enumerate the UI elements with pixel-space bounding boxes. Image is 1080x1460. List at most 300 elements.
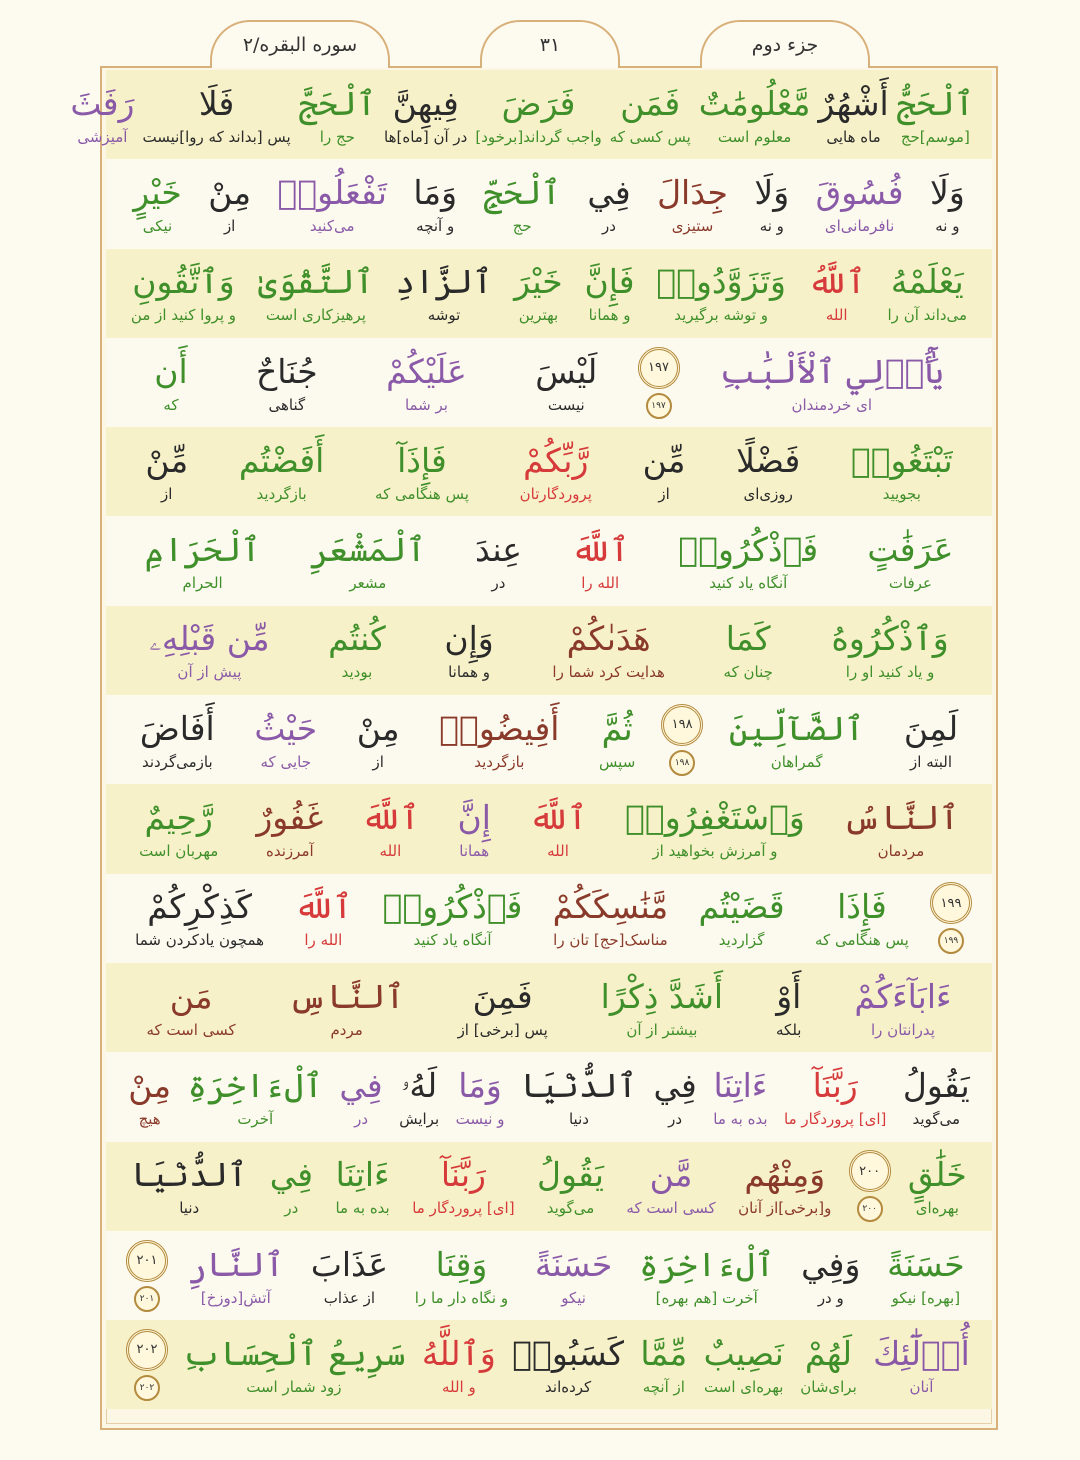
persian-translation: پس کسی که <box>609 127 691 146</box>
ayah-number-small-icon: ۱۹۹ <box>938 928 964 954</box>
persian-translation: همچون یادکردن شما <box>135 931 265 950</box>
verse-row <box>106 874 992 963</box>
persian-translation: زود شمار است <box>246 1377 342 1396</box>
arabic-word: أَشْهُرٌ <box>818 83 889 123</box>
persian-translation: کرده‌اند <box>545 1377 592 1396</box>
arabic-word: يَٰٓأُو۟لِي ٱلْأَلْبَٰبِ <box>719 351 944 391</box>
word-cell <box>120 874 279 963</box>
arabic-word: لَهُمْ <box>804 1333 853 1373</box>
persian-translation: گزاردید <box>718 931 765 950</box>
persian-translation: بهترین <box>518 306 559 325</box>
word-cell <box>431 963 574 1052</box>
persian-translation: معلوم است <box>717 127 792 146</box>
word-cell <box>120 338 222 427</box>
arabic-word: فِي <box>587 172 631 212</box>
word-cell <box>368 874 538 963</box>
arabic-word: فَرَضَ <box>501 83 576 123</box>
persian-translation: می‌گوید <box>546 1199 595 1218</box>
persian-translation: آنگاه یاد کنید <box>709 574 788 593</box>
ayah-number-icon: ۲۰۲ <box>126 1329 168 1371</box>
word-cell <box>450 516 546 605</box>
persian-translation: حج را <box>319 127 355 146</box>
persian-translation: الله <box>379 842 402 861</box>
persian-translation: بهره‌ای <box>915 1199 959 1218</box>
arabic-word: وَقِنَا <box>435 1244 488 1284</box>
persian-translation: پس [برخی] از <box>457 1020 548 1039</box>
arabic-word: فَإِذَآ <box>397 440 447 480</box>
arabic-word: كُنتُم <box>328 619 386 659</box>
word-cell <box>237 784 342 873</box>
arabic-word: ءَاتِنَا <box>713 1065 768 1105</box>
persian-translation: هیچ <box>138 1109 161 1128</box>
arabic-word: ثُمَّ <box>601 708 633 748</box>
word-cell <box>802 159 916 248</box>
arabic-word: حَيْثُ <box>254 708 318 748</box>
arabic-word: خَيْرٍ <box>133 172 182 212</box>
arabic-word: وَٱذْكُرُوهُ <box>831 619 949 659</box>
word-cell <box>120 606 299 695</box>
word-cell <box>824 784 978 873</box>
word-cell <box>415 606 523 695</box>
word-cell <box>802 606 978 695</box>
arabic-word: جُنَاحٌ <box>255 351 318 391</box>
persian-translation: و الله <box>441 1377 476 1396</box>
arabic-word: مَّنَٰسِكَكُمْ <box>552 887 669 927</box>
word-cell <box>471 70 605 159</box>
persian-translation: کسی است که <box>626 1199 716 1218</box>
arabic-word: رَفَثَ <box>70 83 135 123</box>
arabic-word: مِنْ <box>356 708 400 748</box>
persian-translation: همانا <box>459 842 490 861</box>
word-cell <box>776 1052 895 1141</box>
word-cell <box>694 606 802 695</box>
word-cell <box>617 427 711 516</box>
word-cell <box>877 249 978 338</box>
word-cell <box>331 1052 391 1141</box>
arabic-word: جِدَالَ <box>657 172 728 212</box>
word-cell <box>626 1231 788 1320</box>
persian-translation: الحرام <box>182 574 223 593</box>
arabic-word: ٱللَّهَ <box>361 798 420 838</box>
persian-translation: گناهی <box>268 395 306 414</box>
persian-translation: بودید <box>341 663 373 682</box>
persian-translation: در <box>354 1109 369 1128</box>
persian-translation: بیشتر از آن <box>626 1020 698 1039</box>
arabic-word: هَدَىٰكُمْ <box>566 619 651 659</box>
verse-row <box>106 249 992 338</box>
arabic-word: ٱللَّهَ <box>529 798 588 838</box>
word-cell <box>324 1142 401 1231</box>
word-cell <box>526 1142 615 1231</box>
word-cell <box>865 1320 978 1409</box>
word-cell <box>295 70 380 159</box>
word-cell <box>741 159 802 248</box>
arabic-word: رَبَّنَآ <box>812 1065 858 1105</box>
persian-translation: پروردگارتان <box>519 484 592 503</box>
persian-translation: و همانا <box>448 663 491 682</box>
word-cell <box>258 1142 324 1231</box>
arabic-word: فُسُوقَ <box>815 172 904 212</box>
persian-translation: آنان <box>909 1377 934 1396</box>
persian-translation: آمرزنده <box>266 842 314 861</box>
arabic-word: وَفِي <box>801 1244 861 1284</box>
word-cell <box>414 1320 504 1409</box>
persian-translation: ای خردمندان <box>791 395 873 414</box>
arabic-word: كَمَا <box>725 619 771 659</box>
persian-translation: پس هنگامی که <box>375 484 469 503</box>
arabic-word: ٱلْءَاخِرَةِ <box>639 1244 775 1284</box>
arabic-word: ٱللَّهَ <box>294 887 353 927</box>
arabic-word: وَٱللَّهُ <box>421 1333 496 1373</box>
persian-translation: بازگردید <box>256 484 307 503</box>
persian-translation: بلکه <box>776 1020 802 1039</box>
ayah-number-icon: ۱۹۹ <box>930 882 972 924</box>
persian-translation: دنیا <box>568 1109 589 1128</box>
arabic-word: وَتَزَوَّدُوا۟ <box>656 262 786 302</box>
persian-translation: روزی‌ای <box>743 484 793 503</box>
arabic-word: ٱلتَّقْوَىٰ <box>257 262 374 302</box>
arabic-word: فِي <box>339 1065 383 1105</box>
arabic-word: أَفِيضُوا۟ <box>439 708 560 748</box>
word-cell <box>385 249 503 338</box>
arabic-word: إِنَّ <box>457 798 491 838</box>
word-cell <box>800 874 924 963</box>
ayah-marker <box>924 874 978 963</box>
word-cell <box>120 159 195 248</box>
arabic-word: فِيهِنَّ <box>392 83 459 123</box>
ayah-number-icon: ۱۹۸ <box>661 704 703 746</box>
persian-translation: بجویید <box>882 484 921 503</box>
arabic-word: ٱلدُّنْيَا <box>131 1155 248 1195</box>
word-cell <box>401 1231 521 1320</box>
persian-translation: حج <box>512 216 532 235</box>
persian-translation: در آن [ماه]ها <box>384 127 468 146</box>
arabic-word: حَسَنَةً <box>534 1244 613 1284</box>
verse-row <box>106 606 992 695</box>
arabic-word: ٱلزَّادِ <box>395 262 493 302</box>
ayah-marker <box>655 695 709 784</box>
arabic-word: عَذَابَ <box>310 1244 389 1284</box>
arabic-word: وَإِن <box>444 619 494 659</box>
persian-translation: و همانا <box>588 306 631 325</box>
arabic-word: رَّبِّكُمْ <box>523 440 589 480</box>
persian-translation: [موسم]حج <box>900 127 970 146</box>
arabic-word: مِّنْ <box>145 440 189 480</box>
arabic-word: وَٱسْتَغْفِرُوا۟ <box>625 798 805 838</box>
word-cell <box>797 249 877 338</box>
word-cell <box>299 606 415 695</box>
persian-translation: چنان که <box>723 663 773 682</box>
arabic-word: ٱلْءَاخِرَةِ <box>187 1065 323 1105</box>
persian-translation: و آمرزش بخواهید از <box>652 842 778 861</box>
arabic-word: ءَابَآءَكُمْ <box>854 976 952 1016</box>
persian-translation: مهربان است <box>139 842 219 861</box>
persian-translation: پرهیزکاری است <box>265 306 366 325</box>
word-cell <box>262 963 431 1052</box>
word-cell <box>521 1231 625 1320</box>
word-cell <box>120 1142 259 1231</box>
word-cell <box>615 1142 727 1231</box>
arabic-word: ٱللَّهُ <box>807 262 866 302</box>
arabic-word: ءَاتِنَا <box>335 1155 390 1195</box>
persian-translation: از عذاب <box>323 1288 376 1307</box>
word-cell <box>709 695 884 784</box>
arabic-word: ٱلضَّآلِّينَ <box>728 708 865 748</box>
arabic-word: فَمَن <box>620 83 681 123</box>
word-cell <box>654 516 843 605</box>
persian-translation: می‌کنید <box>309 216 355 235</box>
persian-translation: از <box>372 752 384 771</box>
arabic-word: مَن <box>169 976 213 1016</box>
persian-translation: ماه هایی <box>826 127 881 146</box>
word-cell <box>574 249 646 338</box>
word-cell <box>235 695 337 784</box>
arabic-word: يَعْلَمْهُ <box>890 262 964 302</box>
persian-translation: نیکی <box>142 216 173 235</box>
persian-translation: و نگاه دار ما را <box>414 1288 509 1307</box>
arabic-word: عِندَ <box>475 530 523 570</box>
ayah-number-small-icon: ۲۰۲ <box>134 1375 160 1401</box>
arabic-word: فَٱذْكُرُوا۟ <box>678 530 819 570</box>
arabic-word: أُو۟لَٰٓئِكَ <box>873 1333 970 1373</box>
arabic-word: فَلَا <box>198 83 235 123</box>
word-cell <box>195 159 264 248</box>
arabic-word: ٱللَّهَ <box>571 530 630 570</box>
ayah-marker <box>120 1320 174 1409</box>
persian-translation: و[برخی]از آنان <box>738 1199 832 1218</box>
word-cell <box>683 874 800 963</box>
persian-translation: پیش از آن <box>177 663 242 682</box>
verse-row <box>106 695 992 784</box>
persian-translation: مناسک[حج] تان را <box>553 931 668 950</box>
persian-translation: از <box>223 216 236 235</box>
word-cell <box>285 516 450 605</box>
word-cell <box>400 159 470 248</box>
verse-row <box>70 70 992 159</box>
word-cell <box>695 70 815 159</box>
arabic-word: خَيْرَ <box>514 262 563 302</box>
word-cell <box>222 338 352 427</box>
arabic-word: كَذِكْرِكُمْ <box>147 887 252 927</box>
word-cell <box>646 249 797 338</box>
persian-translation: پس [بداند که روا]نیست <box>142 127 291 146</box>
arabic-word: وَمِنْهُم <box>744 1155 826 1195</box>
word-cell <box>494 427 617 516</box>
verse-row <box>106 1231 992 1320</box>
word-cell <box>120 427 214 516</box>
ayah-marker <box>120 1231 174 1320</box>
arabic-word: نَصِيبٌ <box>703 1333 784 1373</box>
arabic-word: ٱلنَّاسِ <box>288 976 405 1016</box>
ayah-number-small-icon: ۱۹۷ <box>646 393 672 419</box>
arabic-word: وَٱتَّقُونِ <box>132 262 235 302</box>
persian-translation: و در <box>817 1288 844 1307</box>
arabic-word: ٱلْحَجَّ <box>298 83 377 123</box>
page-number: ۳۱ <box>480 20 620 68</box>
persian-translation: آنگاه یاد کنید <box>413 931 492 950</box>
word-cell <box>884 695 978 784</box>
arabic-word: ٱلنَّارِ <box>187 1244 285 1284</box>
arabic-word: ٱلْحَجُّ <box>896 83 974 123</box>
word-cell <box>644 159 741 248</box>
word-cell <box>895 1052 978 1141</box>
persian-translation: نیست <box>547 395 585 414</box>
word-cell <box>826 427 978 516</box>
arabic-word: أَن <box>154 351 188 391</box>
ayah-marker <box>843 1142 897 1231</box>
arabic-word: رَّحِيمٌ <box>144 798 213 838</box>
persian-translation: ستیزی <box>671 216 714 235</box>
verse-row <box>106 159 992 248</box>
verse-row <box>106 1320 992 1409</box>
word-cell <box>391 1052 447 1141</box>
persian-translation: گمراهان <box>770 752 823 771</box>
ayah-number-small-icon: ۲۰۰ <box>857 1196 883 1222</box>
arabic-word: أَفَاضَ <box>139 708 215 748</box>
persian-translation: واجب گرداند[برخود] <box>475 127 602 146</box>
persian-translation: برای‌شان <box>800 1377 857 1396</box>
arabic-word: وَلَا <box>754 172 790 212</box>
word-cell <box>501 338 631 427</box>
persian-translation: پس هنگامی که <box>815 931 909 950</box>
arabic-word: فَضْلًا <box>736 440 801 480</box>
verse-rows <box>70 70 992 1409</box>
persian-translation: و پروا کنید از من <box>130 306 237 325</box>
ayah-number-icon: ۱۹۷ <box>638 347 680 389</box>
arabic-word: يَقُولُ <box>902 1065 970 1105</box>
word-cell <box>264 159 400 248</box>
persian-translation: برایش <box>399 1109 440 1128</box>
persian-translation: بازگردید <box>474 752 525 771</box>
persian-translation: الله را <box>304 931 343 950</box>
word-cell <box>120 695 235 784</box>
persian-translation: و نه <box>759 216 784 235</box>
persian-translation: از <box>161 484 173 503</box>
word-cell <box>579 695 655 784</box>
arabic-word: قَضَيْتُم <box>698 887 785 927</box>
persian-translation: آتش[دوزخ] <box>200 1288 271 1307</box>
arabic-word: عَرَفَٰتٍ <box>867 530 954 570</box>
persian-translation: و آنچه <box>416 216 455 235</box>
word-cell <box>574 963 749 1052</box>
juz-label: جزء دوم <box>700 20 870 68</box>
arabic-word: مِّن قَبْلِهِۦ <box>149 619 270 659</box>
verse-row <box>106 338 992 427</box>
word-cell <box>606 784 824 873</box>
verse-row <box>106 963 992 1052</box>
arabic-word: فَإِذَا <box>837 887 887 927</box>
persian-translation: توشه <box>427 306 461 325</box>
word-cell <box>120 963 262 1052</box>
verse-row <box>106 784 992 873</box>
verse-row <box>106 516 992 605</box>
word-cell <box>174 1320 414 1409</box>
word-cell <box>686 338 979 427</box>
persian-translation: مردمان <box>877 842 925 861</box>
word-cell <box>874 1231 978 1320</box>
ayah-marker <box>632 338 686 427</box>
arabic-word: لَيْسَ <box>535 351 598 391</box>
word-cell <box>247 249 385 338</box>
word-cell <box>179 1052 331 1141</box>
persian-translation: مردم <box>330 1020 363 1039</box>
persian-translation: [ای] پروردگار ما <box>412 1199 515 1218</box>
persian-translation: که <box>163 395 179 414</box>
arabic-word: تَبْتَغُوا۟ <box>850 440 953 480</box>
persian-translation: هدایت کرد شما را <box>552 663 665 682</box>
persian-translation: در <box>491 574 506 593</box>
word-cell <box>917 159 978 248</box>
word-cell <box>214 427 350 516</box>
word-cell <box>711 427 826 516</box>
arabic-word: عَلَيْكُمْ <box>386 351 467 391</box>
word-cell <box>120 516 285 605</box>
persian-translation: سپس <box>599 752 636 771</box>
word-cell <box>470 159 574 248</box>
arabic-word: أَفَضْتُم <box>238 440 325 480</box>
word-cell <box>538 874 684 963</box>
persian-translation: می‌داند آن را <box>887 306 968 325</box>
persian-translation: و یاد کنید او را <box>845 663 935 682</box>
arabic-word: وَلَا <box>930 172 965 212</box>
arabic-word: يَقُولُ <box>537 1155 604 1195</box>
word-cell <box>893 70 978 159</box>
arabic-word: خَلَٰقٍ <box>907 1155 967 1195</box>
verse-row <box>106 427 992 516</box>
word-cell <box>380 70 471 159</box>
persian-translation: [ای] پروردگار ما <box>784 1109 887 1128</box>
persian-translation: از آنچه <box>642 1377 685 1396</box>
persian-translation: و نیست <box>455 1109 505 1128</box>
word-cell <box>342 784 438 873</box>
arabic-word: مِّن <box>642 440 686 480</box>
persian-translation: از <box>658 484 670 503</box>
persian-translation: می‌گوید <box>912 1109 961 1128</box>
arabic-word: ٱلْمَشْعَرِ <box>309 530 426 570</box>
word-cell <box>574 159 644 248</box>
ayah-number-icon: ۲۰۰ <box>849 1150 891 1192</box>
arabic-word: حَسَنَةً <box>887 1244 965 1284</box>
word-cell <box>695 1320 792 1409</box>
word-cell <box>897 1142 978 1231</box>
word-cell <box>503 249 573 338</box>
persian-translation: الله <box>825 306 848 325</box>
word-cell <box>350 427 495 516</box>
persian-translation: الله را <box>581 574 620 593</box>
persian-translation: و نه <box>935 216 960 235</box>
persian-translation: در <box>668 1109 683 1128</box>
word-cell <box>510 784 606 873</box>
persian-translation: بده به ما <box>713 1109 768 1128</box>
ayah-number-icon: ۲۰۱ <box>126 1240 168 1282</box>
word-cell <box>632 1320 695 1409</box>
arabic-word: مَّن <box>649 1155 693 1195</box>
persian-translation: الله <box>547 842 569 861</box>
persian-translation: کسی است که <box>146 1020 236 1039</box>
arabic-word: وَمَا <box>458 1065 502 1105</box>
word-cell <box>792 1320 865 1409</box>
word-cell <box>727 1142 843 1231</box>
word-cell <box>814 70 892 159</box>
word-cell <box>523 606 694 695</box>
persian-translation: بهره‌ای است <box>704 1377 784 1396</box>
arabic-word: ٱلْحَجِّ <box>483 172 561 212</box>
word-cell <box>645 1052 705 1141</box>
persian-translation: البته از <box>910 752 953 771</box>
ayah-number-small-icon: ۱۹۸ <box>669 750 695 776</box>
persian-translation: آخرت [هم بهره] <box>655 1288 758 1307</box>
word-cell <box>843 516 978 605</box>
